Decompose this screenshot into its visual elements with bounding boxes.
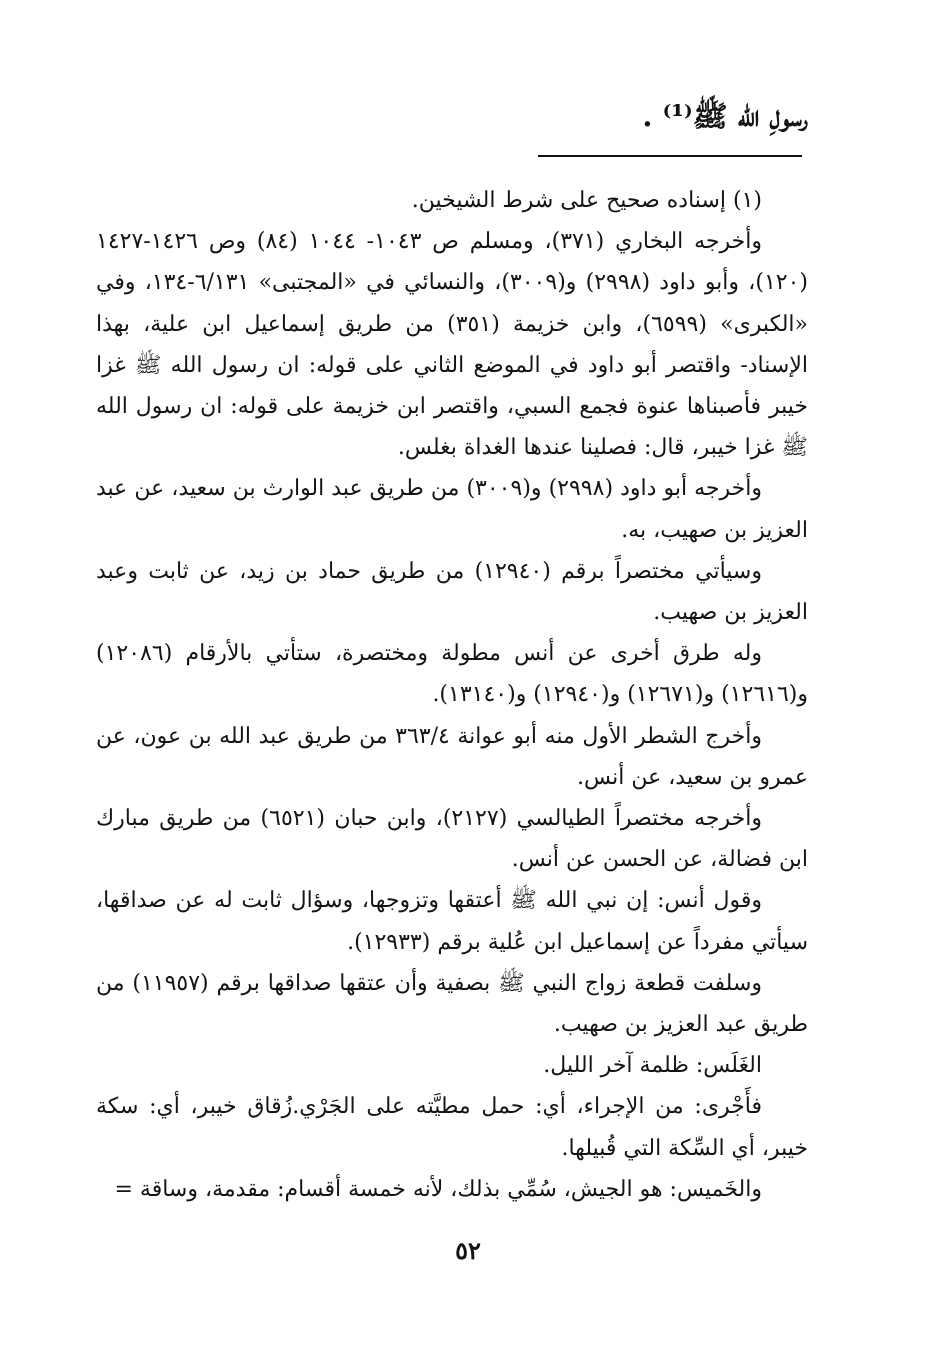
main-text-line: رسولِ الله ﷺ⁽¹⁾ . (642, 99, 808, 133)
page-number: ٥٢ (455, 1236, 481, 1265)
footnote-paragraph: وأخرجه أبو داود (٢٩٩٨) و(٣٠٠٩) من طريق عبد الوارث بن سعيد، عن عبد العزيز بن صهيب، به. (96, 476, 808, 543)
footnote-paragraph: وله طرق أخرى عن أنس مطولة ومختصرة، ستأتي بالأرقام (١٢٠٨٦) و(١٢٦١٦) و(١٢٦٧١) و(١٢٩٤٠) و(١٣١٤٠). (96, 641, 808, 708)
footnote-paragraph: فأَجْرى: من الإجراء، أي: حمل مطيَّته على الجَرْي.زُقاق خيبر، أي: سكة خيبر، أي السِّكة التي قُبيلها. (96, 1094, 808, 1161)
footnote-paragraph: وقول أنس: إن نبي الله ﷺ أعتقها وتزوجها، وسؤال ثابت له عن صداقها، سيأتي مفرداً عن إسماعيل ابن عُلية برقم (١٢٩٣٣). (96, 888, 808, 955)
footnote-paragraph: الغَلَس: ظلمة آخر الليل. (543, 1053, 762, 1079)
footnotes-block (96, 180, 808, 1210)
footnote-paragraph: وأخرج الشطر الأول منه أبو عوانة ٣٦٣/٤ من طريق عبد الله بن عون، عن عمرو بن سعيد، عن أنس. (96, 723, 808, 790)
footnote-paragraph: (١) إسناده صحيح على شرط الشيخين. (411, 188, 762, 213)
footnote-paragraph: وسيأتي مختصراً برقم (١٢٩٤٠) من طريق حماد بن زيد، عن ثابت وعبد العزيز بن صهيب. (96, 558, 808, 626)
footnote-paragraph: وأخرجه مختصراً الطيالسي (٢١٢٧)، وابن حبان (٦٥٢١) من طريق مبارك ابن فضالة، عن الحسن عن أنس. (96, 806, 808, 873)
footnote-paragraph: والخَميس: هو الجيش، سُمِّي بذلك، لأنه خمسة أقسام: مقدمة، وساقة = (114, 1176, 762, 1202)
footnote-paragraph: وسلفت قطعة زواج النبي ﷺ بصفية وأن عتقها صداقها برقم (١١٩٥٧) من طريق عبد العزيز بن صهيب. (96, 970, 808, 1038)
footnote-separator-rule (538, 155, 802, 157)
footnote-paragraph: وأخرجه البخاري (٣٧١)، ومسلم ص ١٠٤٣- ١٠٤٤ (٨٤) وص ١٤٢٦-١٤٢٧ (١٢٠)، وأبو داود (٢٩٩٨) و(٣٠٠٩)، والنسائي في «المجتبى» ٦/١٣١-١٣٤، وفي «الكبرى» (٦٥٩٩)، وابن خزيمة (٣٥١) من طريق إسماعيل ابن علية، بهذا الإسناد- واقتصر أبو داود في الموضع الثاني على قوله: ان رسول الله ﷺ غزا خيبر فأصبناها عنوة فجمع السبي، واقتصر ابن خزيمة على قوله: ان رسول الله ﷺ غزا خيبر، قال: فصلينا عندها الغداة بغلس. (96, 229, 809, 461)
